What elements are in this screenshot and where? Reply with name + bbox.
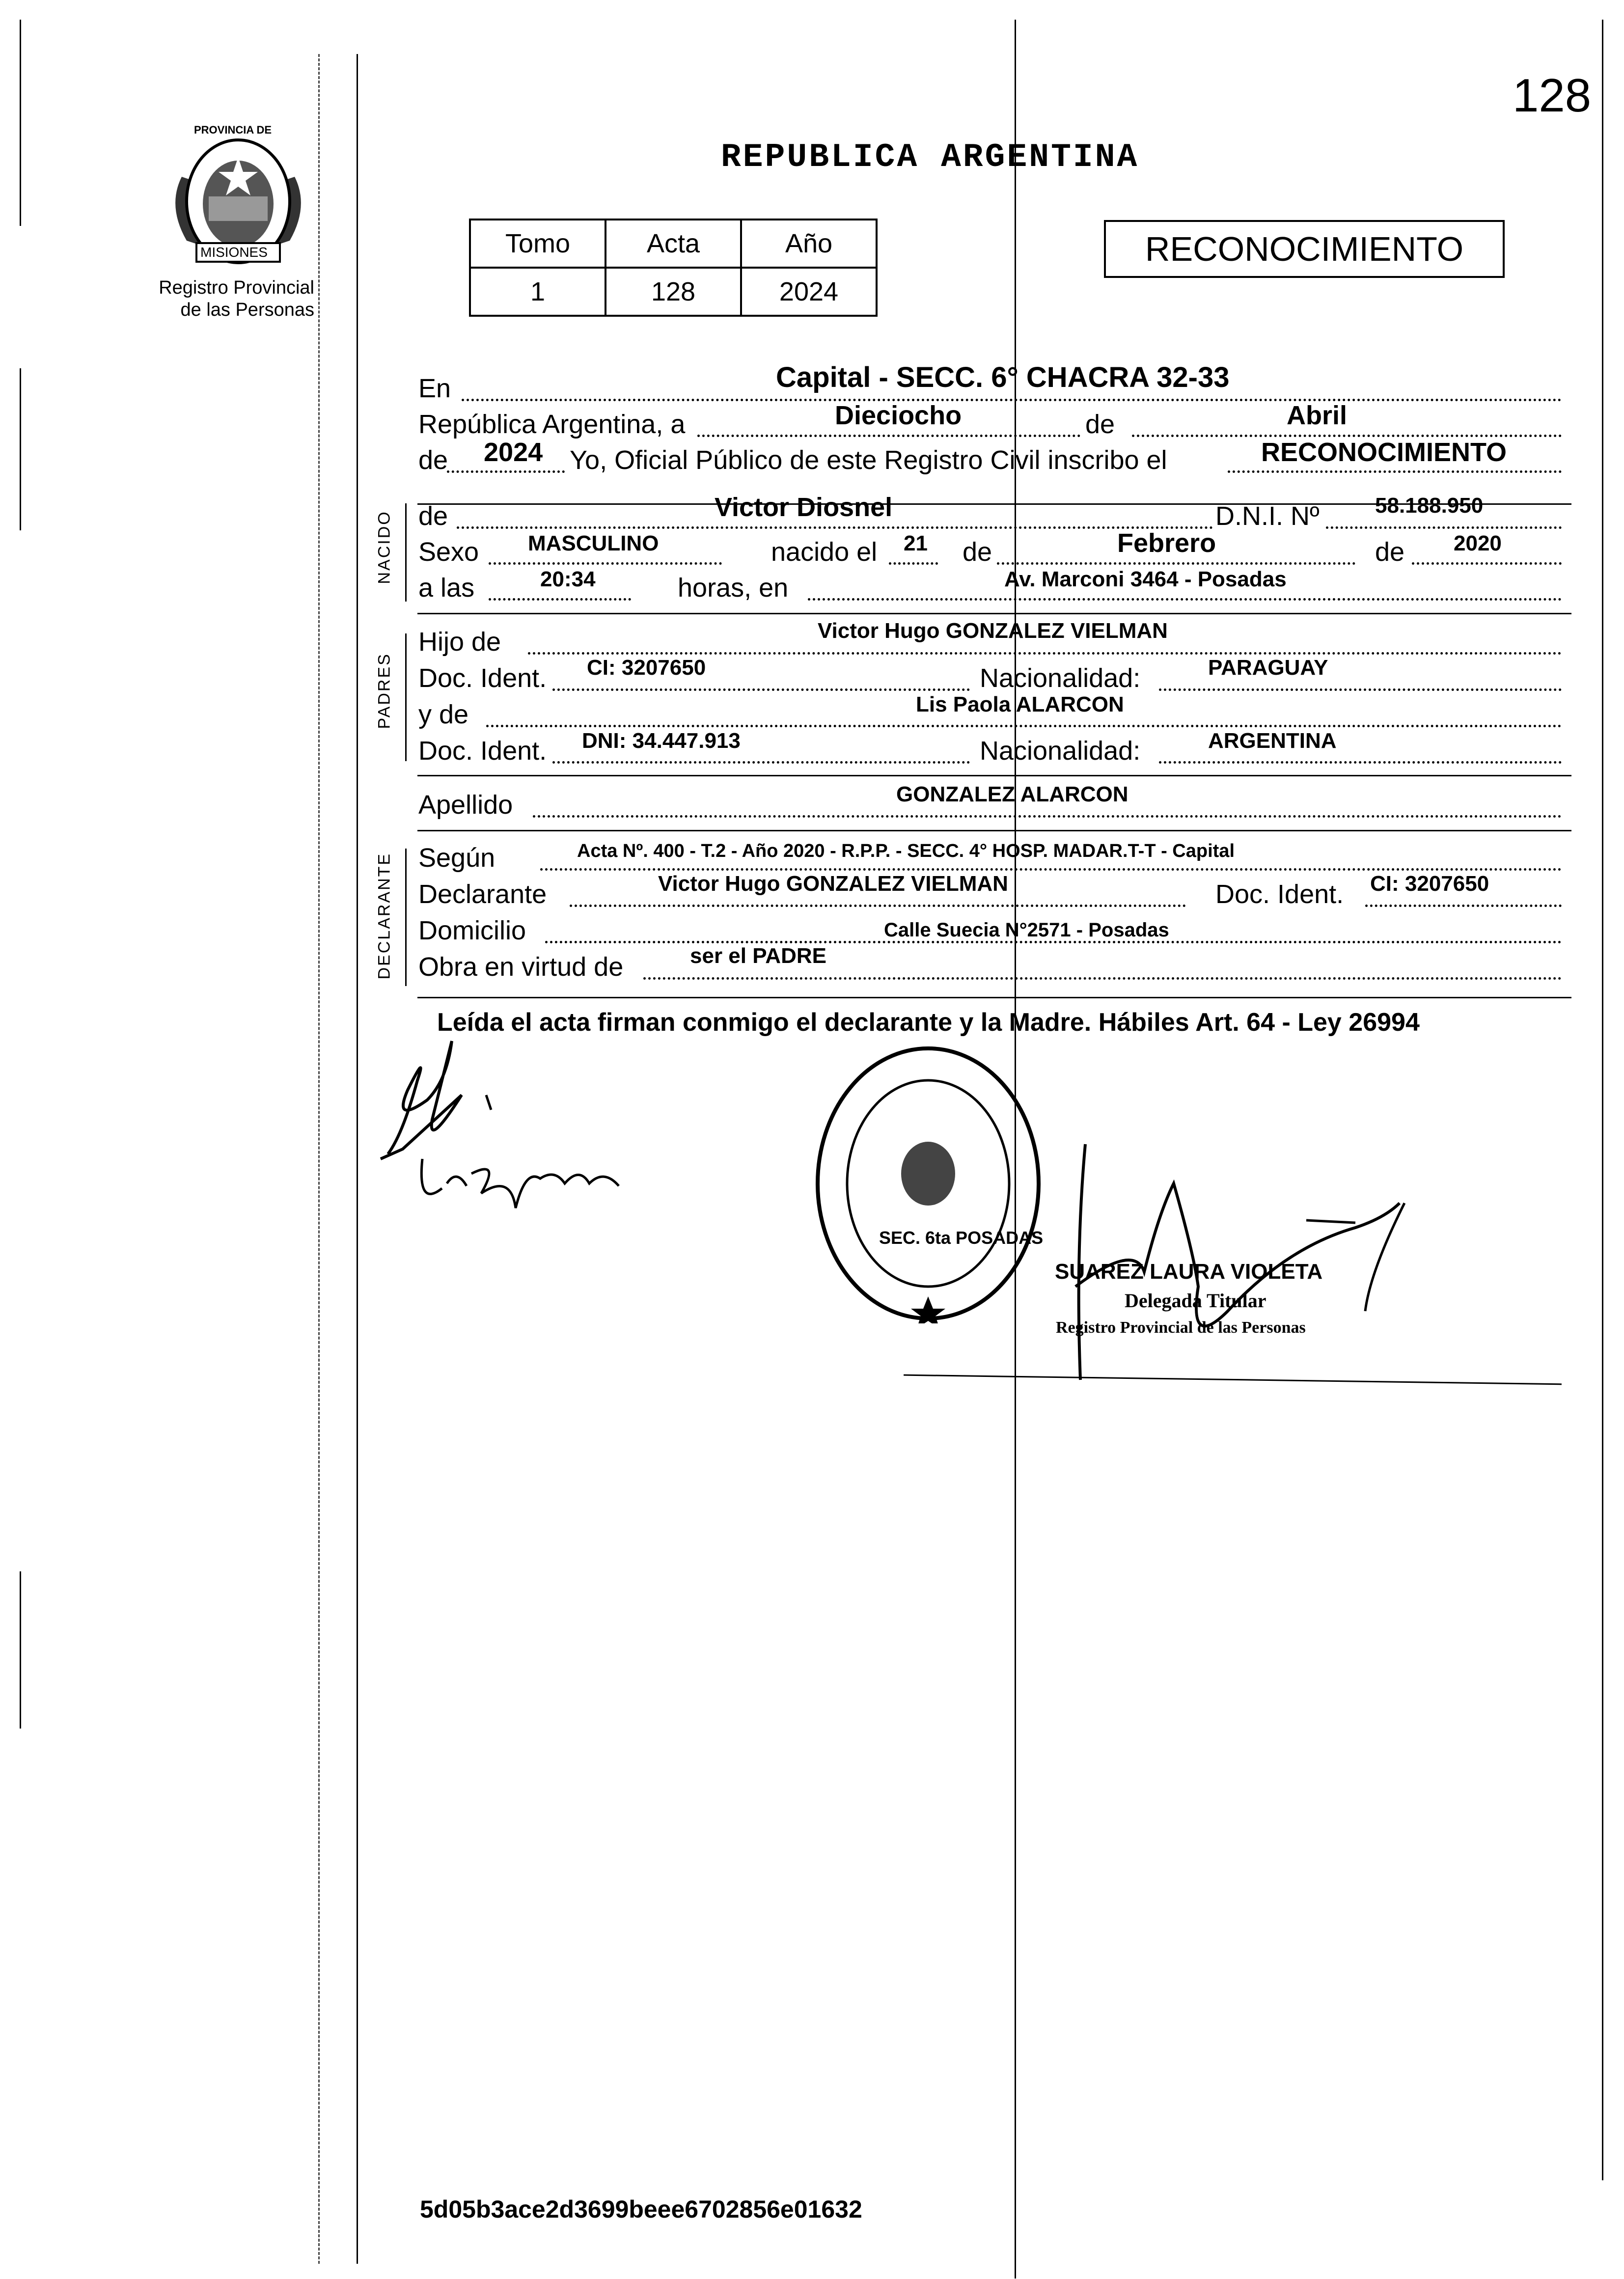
label-domicilio: Domicilio	[418, 916, 526, 945]
stamp-inner-text: SEC. 6ta POSADAS	[879, 1228, 1044, 1248]
officer-name: SUAREZ LAURA VIOLETA	[1055, 1260, 1323, 1284]
margin-rule	[20, 1571, 21, 1729]
label-apellido: Apellido	[418, 790, 513, 820]
fill-line	[889, 562, 938, 565]
label-de-mes: de	[963, 537, 992, 567]
value-padre-doc: CI: 3207650	[587, 656, 706, 680]
label-a-las: a las	[418, 573, 475, 603]
record-value-acta: 128	[606, 268, 741, 316]
label-obra: Obra en virtud de	[418, 952, 624, 982]
fill-line	[1159, 761, 1562, 764]
section-divider	[417, 997, 1571, 998]
fill-line	[528, 652, 1562, 655]
label-republica: República Argentina, a	[418, 410, 686, 439]
value-tipo: RECONOCIMIENTO	[1261, 438, 1507, 467]
record-header-anio: Año	[741, 220, 877, 268]
label-hijo-de: Hijo de	[418, 627, 501, 657]
fill-line	[540, 868, 1562, 871]
value-madre-doc: DNI: 34.447.913	[582, 729, 741, 753]
fill-line	[447, 470, 565, 473]
label-de-month: de	[1085, 410, 1115, 439]
record-header-tomo: Tomo	[470, 220, 606, 268]
value-padre-nac: PARAGUAY	[1208, 656, 1328, 680]
record-header-acta: Acta	[606, 220, 741, 268]
fill-line	[1412, 562, 1562, 565]
value-mes-nac: Febrero	[1117, 528, 1216, 558]
label-segun: Según	[418, 843, 495, 873]
fill-line	[1159, 688, 1562, 691]
fill-line	[997, 562, 1355, 565]
label-de-name: de	[418, 501, 448, 531]
left-margin-line	[357, 54, 358, 2264]
fill-line	[570, 905, 1186, 907]
value-hora: 20:34	[540, 567, 596, 591]
label-yo: Yo, Oficial Público de este Registro Civil inscribo el	[570, 445, 1167, 475]
value-madre-nac: ARGENTINA	[1208, 729, 1337, 753]
fill-line	[552, 688, 970, 691]
value-declarante: Victor Hugo GONZALEZ VIELMAN	[658, 872, 1008, 896]
fill-line	[697, 435, 1080, 437]
value-dia: Dieciocho	[835, 401, 962, 430]
label-nacionalidad-padre: Nacionalidad:	[980, 663, 1141, 693]
record-value-tomo: 1	[470, 268, 606, 316]
value-lugar-nac: Av. Marconi 3464 - Posadas	[1004, 567, 1287, 591]
right-margin-line	[1602, 20, 1603, 2180]
fill-line	[533, 815, 1562, 818]
section-bracket	[405, 633, 407, 761]
label-dni: D.N.I. Nº	[1215, 501, 1320, 531]
fill-line	[643, 977, 1562, 980]
label-declarante: Declarante	[418, 879, 547, 909]
label-en: En	[418, 374, 451, 403]
page-title: REPUBLICA ARGENTINA	[721, 138, 1139, 176]
fill-line	[489, 598, 631, 601]
page-number: 128	[1513, 69, 1592, 122]
label-horas-en: horas, en	[678, 573, 789, 603]
binding-line	[318, 54, 320, 2264]
label-de-year: de	[418, 445, 448, 475]
section-divider	[417, 613, 1571, 614]
label-nacionalidad-madre: Nacionalidad:	[980, 736, 1141, 766]
value-padre: Victor Hugo GONZALEZ VIELMAN	[818, 619, 1168, 643]
value-dni: 58.188.950	[1375, 494, 1484, 518]
label-doc-ident-padre: Doc. Ident.	[418, 663, 547, 693]
fill-line	[457, 526, 1213, 529]
section-bracket	[405, 503, 407, 602]
value-obra: ser el PADRE	[690, 944, 826, 968]
value-lugar: Capital - SECC. 6° CHACRA 32-33	[776, 361, 1230, 393]
value-nombre: Victor Diosnel	[715, 493, 893, 522]
fill-line	[462, 399, 1562, 401]
value-mes: Abril	[1287, 401, 1348, 430]
value-domicilio: Calle Suecia N°2571 - Posadas	[884, 919, 1169, 941]
officer-org: Registro Provincial de las Personas	[1056, 1318, 1306, 1337]
label-doc-ident-declarante: Doc. Ident.	[1215, 879, 1344, 909]
document-hash: 5d05b3ace2d3699beee6702856e01632	[420, 2196, 862, 2223]
fill-line	[486, 725, 1562, 727]
section-divider	[417, 775, 1571, 776]
fill-line	[552, 761, 970, 764]
value-apellido: GONZALEZ ALARCON	[896, 782, 1129, 806]
value-sexo: MASCULINO	[528, 531, 659, 555]
issuer-line2: de las Personas	[180, 300, 314, 320]
fill-line	[1326, 526, 1562, 529]
section-label-declarante: DECLARANTE	[375, 852, 394, 980]
section-divider	[417, 830, 1571, 831]
label-sexo: Sexo	[418, 537, 479, 567]
section-bracket	[405, 849, 407, 986]
record-type-box: RECONOCIMIENTO	[1104, 220, 1505, 278]
label-de-anio: de	[1375, 537, 1405, 567]
issuer-line1: Registro Provincial	[159, 277, 314, 298]
label-doc-ident-madre: Doc. Ident.	[418, 736, 547, 766]
section-label-nacido: NACIDO	[375, 510, 394, 584]
record-value-anio: 2024	[741, 268, 877, 316]
officer-signature	[1012, 1125, 1444, 1390]
value-segun: Acta Nº. 400 - T.2 - Año 2020 - R.P.P. - SECC. 4° HOSP. MADAR.T-T - Capital	[577, 841, 1235, 861]
label-y-de: y de	[418, 700, 469, 729]
value-madre: Lis Paola ALARCON	[916, 692, 1124, 716]
label-nacido-el: nacido el	[771, 537, 878, 567]
fill-line	[1365, 905, 1562, 907]
value-dia-nac: 21	[904, 531, 928, 555]
section-label-padres: PADRES	[375, 653, 394, 729]
margin-rule	[20, 20, 21, 226]
fill-line	[489, 562, 722, 565]
emblem-ring-text: PROVINCIA DE	[194, 124, 272, 136]
value-anio: 2024	[484, 438, 543, 467]
value-anio-nac: 2020	[1454, 531, 1502, 555]
fill-line	[808, 598, 1562, 601]
value-declarante-doc: CI: 3207650	[1370, 872, 1489, 896]
officer-role: Delegada Titular	[1125, 1290, 1266, 1312]
fill-line	[1228, 470, 1562, 473]
margin-rule	[20, 368, 21, 530]
closing-text: Leída el acta firman conmigo el declarante y la Madre. Hábiles Art. 64 - Ley 26994	[437, 1008, 1420, 1037]
emblem-banner-text: MISIONES	[200, 245, 268, 260]
record-table	[469, 219, 878, 317]
